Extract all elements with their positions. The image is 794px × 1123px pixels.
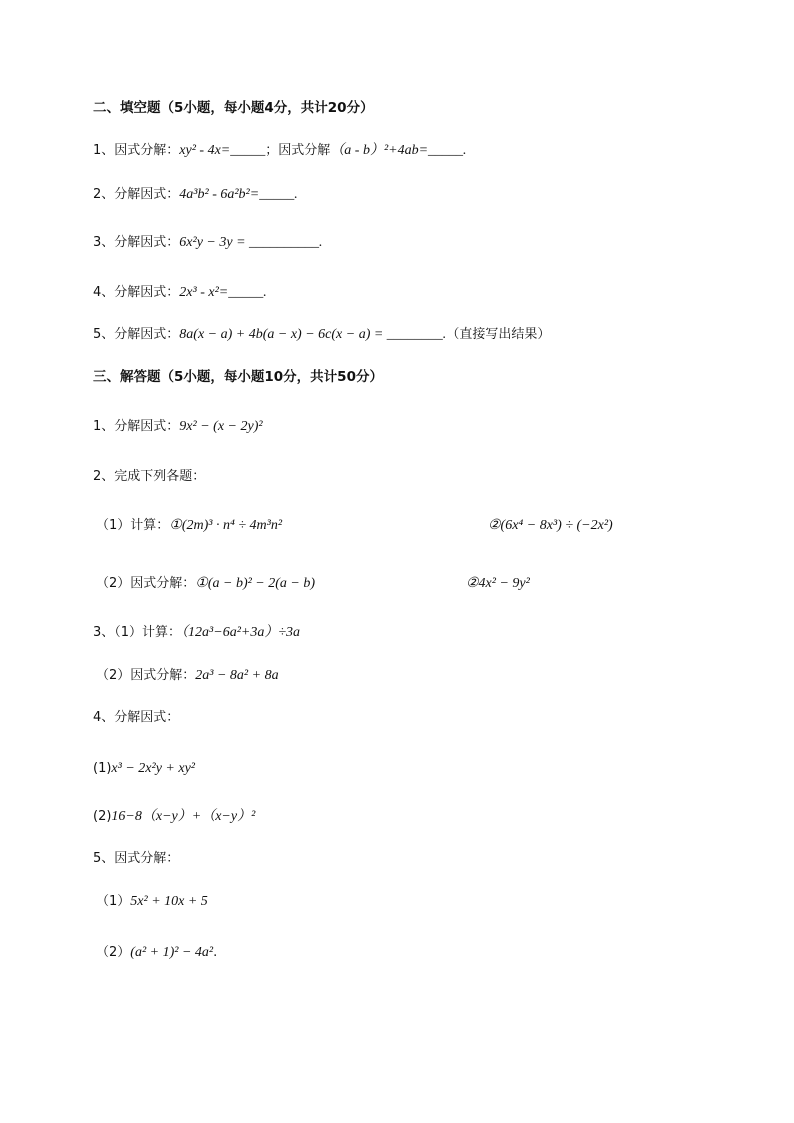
part-expression-b: ②(6x⁴ − 8x³) ÷ (−2x²)	[488, 518, 613, 533]
q-text: 因式分解：	[114, 851, 180, 866]
q-number: 1、	[93, 419, 115, 434]
solve-q5-part1	[96, 893, 208, 911]
part-expression-a: ①(2m)³ · n⁴ ÷ 4m³n²	[169, 518, 283, 533]
section-2-title: 二、填空题（5小题，每小题4分，共计20分）	[93, 100, 374, 116]
q-number: 5、	[93, 851, 115, 866]
part-expression: 2a³ − 8a² + 8a	[195, 668, 279, 683]
solve-q4-part1	[93, 760, 195, 778]
q-label: 分解因式：	[114, 285, 180, 300]
part-label: （1）计算：	[96, 518, 170, 533]
fill-q1	[93, 142, 467, 160]
q-expression: 9x² − (x − 2y)²	[179, 419, 263, 434]
part-expression: x³ − 2x²y + xy²	[111, 761, 195, 776]
part-label: （2）因式分解：	[96, 668, 196, 683]
part-expression-b: ②4x² − 9y²	[466, 576, 530, 591]
solve-q5-part2	[96, 944, 217, 962]
q-note: （直接写出结果）	[446, 327, 551, 342]
q-number: 4、	[93, 710, 115, 725]
q-number: 2、	[93, 187, 115, 202]
part-tail: .	[213, 945, 218, 960]
q-expression: （a - b）²+4ab=_____.	[330, 143, 467, 158]
part-label: （1）计算：	[114, 625, 182, 640]
q-expression: 2x³ - x²=_____.	[179, 285, 267, 300]
part-expression: （12a³−6a²+3a）÷3a	[181, 625, 301, 640]
q-expression: 6x²y − 3y = __________.	[179, 235, 323, 250]
q-label: 因式分解	[278, 143, 331, 158]
part-expression: (a² + 1)² − 4a²	[130, 945, 214, 960]
q-expression: xy² - 4x=_____	[179, 143, 266, 158]
part-label: (2)	[93, 809, 112, 824]
solve-q3-part1	[93, 624, 300, 642]
fill-q5	[93, 326, 550, 344]
solve-q2-part2	[96, 575, 315, 593]
solve-q2-part2-b	[466, 575, 530, 593]
fill-q2	[93, 186, 298, 204]
separator: ；	[265, 143, 279, 158]
solve-q5	[93, 850, 179, 868]
part-label: （2）	[96, 945, 131, 960]
q-text: 完成下列各题：	[114, 469, 206, 484]
part-label: (1)	[93, 761, 112, 776]
q-number: 3、	[93, 235, 115, 250]
section-3-title: 三、解答题（5小题，每小题10分，共计50分）	[93, 369, 383, 385]
q-label: 因式分解：	[114, 143, 180, 158]
fill-q3	[93, 234, 323, 252]
solve-q4-part2	[93, 808, 255, 826]
q-label: 分解因式：	[114, 187, 180, 202]
solve-q1	[93, 418, 263, 436]
solve-q2-part1-b	[488, 517, 613, 535]
q-number: 4、	[93, 285, 115, 300]
q-expression: 4a³b² - 6a²b²=_____.	[179, 187, 298, 202]
solve-q2	[93, 468, 205, 486]
q-number: 5、	[93, 327, 115, 342]
part-expression: 16−8（x−y）+（x−y）²	[111, 809, 256, 824]
q-label: 分解因式：	[114, 235, 180, 250]
q-text: 分解因式：	[114, 710, 180, 725]
q-number: 1、	[93, 143, 115, 158]
solve-q2-part1	[96, 517, 282, 535]
fill-q4	[93, 284, 267, 302]
q-number: 3、	[93, 625, 115, 640]
solve-q4	[93, 709, 179, 727]
solve-q3-part2	[96, 667, 279, 685]
part-expression-a: ①(a − b)² − 2(a − b)	[195, 576, 316, 591]
q-number: 2、	[93, 469, 115, 484]
q-label: 分解因式：	[114, 419, 180, 434]
part-label: （2）因式分解：	[96, 576, 196, 591]
q-label: 分解因式：	[114, 327, 180, 342]
part-label: （1）	[96, 894, 131, 909]
q-expression: 8a(x − a) + 4b(a − x) − 6c(x − a) = ________.	[179, 327, 447, 342]
part-expression: 5x² + 10x + 5	[130, 894, 208, 909]
